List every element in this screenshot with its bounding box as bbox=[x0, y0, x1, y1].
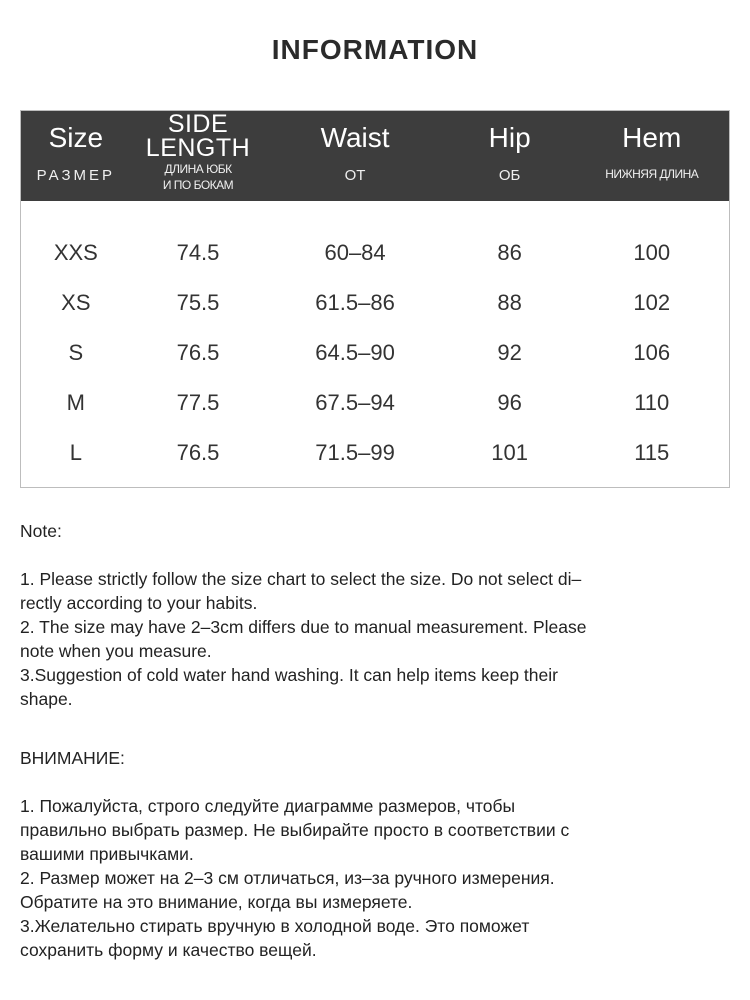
cell-size: S bbox=[68, 340, 84, 365]
cell-waist: 60–84 bbox=[324, 240, 386, 265]
note-line: 3.Suggestion of cold water hand washing. It can help items keep their bbox=[20, 665, 558, 685]
cell-hem: 106 bbox=[633, 340, 671, 365]
table-body bbox=[21, 201, 729, 478]
cell-size: XS bbox=[61, 290, 91, 315]
note-line: 3.Желательно стирать вручную в холодной воде. Это поможет bbox=[20, 916, 530, 936]
cell-waist: 64.5–90 bbox=[315, 340, 395, 365]
note-line: rectly according to your habits. bbox=[20, 593, 258, 613]
header-side-length-label bbox=[131, 112, 266, 160]
table-row bbox=[21, 378, 729, 428]
cell-side-length: 75.5 bbox=[176, 290, 220, 315]
cell-side-length: 76.5 bbox=[176, 440, 220, 465]
cell-hem: 102 bbox=[633, 290, 671, 315]
header-side-length-line1: SIDE bbox=[167, 110, 229, 138]
note-line: Обратите на это внимание, когда вы измеряете. bbox=[20, 892, 413, 912]
note-line: правильно выбрать размер. Не выбирайте просто в соответствии с bbox=[20, 820, 570, 840]
header-side-length-sublabel bbox=[131, 161, 266, 193]
cell-side-length: 74.5 bbox=[176, 240, 220, 265]
header-waist-sublabel: ОТ bbox=[344, 167, 366, 184]
note-line: 2. The size may have 2–3cm differs due to manual measurement. Please bbox=[20, 617, 587, 637]
cell-size: XXS bbox=[53, 240, 98, 265]
cell-hip: 96 bbox=[497, 390, 522, 415]
note-heading: ВНИМАНИЕ: bbox=[20, 748, 125, 768]
cell-hem: 115 bbox=[634, 440, 670, 465]
note-line: сохранить форму и качество вещей. bbox=[20, 940, 317, 960]
cell-hip: 88 bbox=[497, 290, 522, 315]
note-line: 2. Размер может на 2–3 см отличаться, из–за ручного измерения. bbox=[20, 868, 555, 888]
note-heading: Note: bbox=[20, 521, 62, 541]
cell-hem: 110 bbox=[634, 390, 670, 415]
table-header bbox=[21, 111, 729, 201]
table-row bbox=[21, 278, 729, 328]
cell-side-length: 76.5 bbox=[176, 340, 220, 365]
note-line: вашими привычками. bbox=[20, 844, 194, 864]
header-side-length bbox=[131, 111, 266, 201]
cell-size: M bbox=[66, 390, 85, 415]
note-line: 1. Please strictly follow the size chart to select the size. Do not select di– bbox=[20, 569, 582, 589]
table-row bbox=[21, 428, 729, 478]
page-title: INFORMATION bbox=[271, 34, 479, 65]
size-chart-table bbox=[20, 110, 730, 488]
note-line: shape. bbox=[20, 689, 73, 709]
cell-hip: 86 bbox=[497, 240, 522, 265]
cell-size: L bbox=[69, 440, 82, 465]
cell-waist: 71.5–99 bbox=[315, 440, 395, 465]
cell-side-length: 77.5 bbox=[176, 390, 220, 415]
cell-waist: 67.5–94 bbox=[315, 390, 395, 415]
header-hem bbox=[574, 111, 729, 201]
header-size-sublabel: РАЗМЕР bbox=[36, 167, 116, 184]
cell-hem: 100 bbox=[633, 240, 671, 265]
header-hip-label: Hip bbox=[488, 122, 531, 153]
header-hem-label: Hem bbox=[622, 122, 682, 153]
header-waist bbox=[265, 111, 445, 201]
cell-waist: 61.5–86 bbox=[315, 290, 395, 315]
header-waist-label: Waist bbox=[320, 122, 390, 153]
table-row bbox=[21, 228, 729, 278]
cell-hip: 101 bbox=[491, 440, 528, 465]
header-side-length-line2: LENGTH bbox=[145, 134, 251, 162]
cell-hip: 92 bbox=[497, 340, 522, 365]
header-side-length-sub-line1: ДЛИНА ЮБК bbox=[164, 162, 232, 176]
note-russian bbox=[20, 746, 732, 962]
header-size-label: Size bbox=[48, 122, 104, 153]
header-hip bbox=[445, 111, 575, 201]
header-hem-sublabel: НИЖНЯЯ ДЛИНА bbox=[605, 167, 699, 181]
header-size bbox=[21, 111, 131, 201]
header-side-length-sub-line2: И ПО БОКАМ bbox=[162, 178, 234, 192]
note-english bbox=[20, 519, 732, 711]
note-line: note when you measure. bbox=[20, 641, 212, 661]
header-hip-sublabel: ОБ bbox=[498, 167, 521, 184]
table-row bbox=[21, 328, 729, 378]
note-line: 1. Пожалуйста, строго следуйте диаграмме размеров, чтобы bbox=[20, 796, 516, 816]
